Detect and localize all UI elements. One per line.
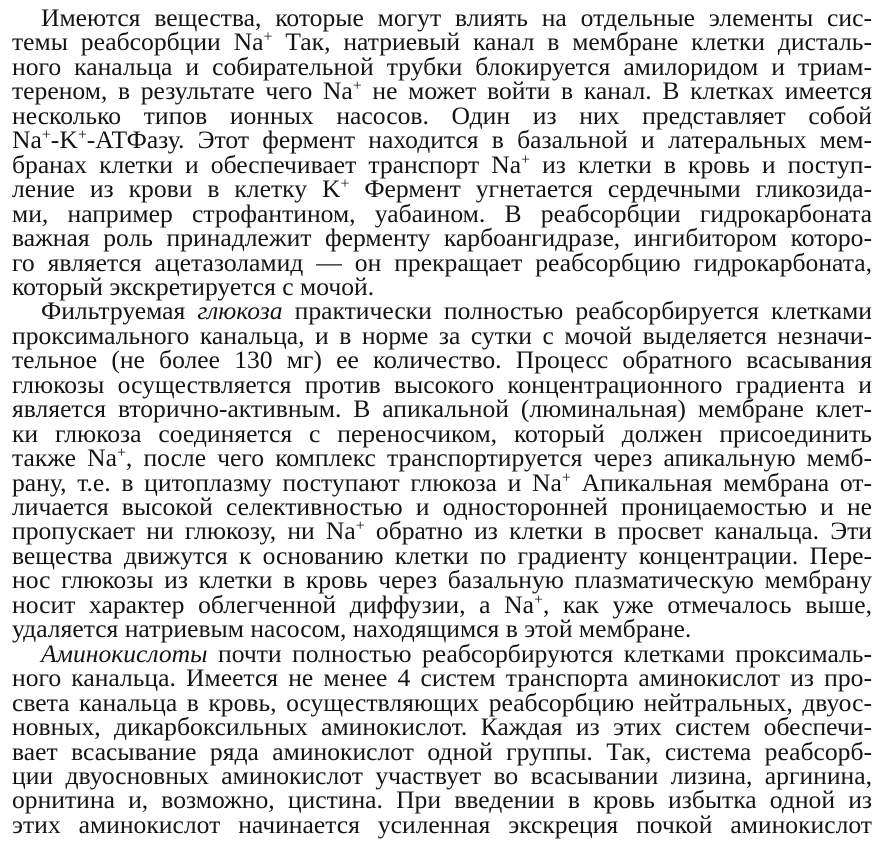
text-run: Фильтруемая — [41, 296, 198, 326]
text-run: обратно из клетки в просвет канальца. Эти — [364, 516, 872, 546]
text-run: нос глюкозы из клетки в кровь через базальную плазматическую мембрану — [12, 565, 872, 595]
superscript-charge: + — [41, 126, 51, 144]
text-run: личается высокой селективностью и односторонней проницаемостью и не — [12, 492, 872, 521]
text-run: несколько типов ионных насосов. Один из них представляет собой — [12, 100, 872, 130]
text-run: носит характер облегченной диффузии, а Na — [12, 589, 534, 619]
text-run: ции двуосновных аминокислот участвует во всасывании лизина, аргинина, — [12, 760, 872, 790]
text-line — [12, 809, 872, 839]
text-run: проксимального канальца, и в норме за сутки с мочой выделяется незначи- — [12, 320, 872, 350]
text-run: Na — [12, 125, 42, 155]
text-run: , после чего комплекс транспортируется через апикальную мемб- — [125, 443, 872, 473]
superscript-charge: + — [561, 468, 571, 486]
text-run: тельное (не более 130 мг) ее количество. Процесс обратного всасывания — [12, 345, 872, 375]
superscript-charge: + — [263, 28, 273, 46]
superscript-charge: + — [355, 517, 365, 535]
superscript-charge: + — [534, 591, 543, 609]
text-run: ки глюкоза соединяется с переносчиком, который должен присоединить — [12, 418, 872, 448]
text-run: ление из крови в клетку K — [12, 174, 341, 204]
superscript-charge: + — [340, 175, 350, 193]
italic-term: глюкоза — [197, 296, 283, 326]
text-run: почти полностью реабсорбируются клетками проксималь- — [207, 638, 872, 668]
text-run: тереном, в результате чего Na — [12, 76, 353, 106]
text-run: также Na — [12, 443, 117, 473]
text-run: орнитина и, возможно, цистина. При введении в кровь избытка одной из — [12, 785, 872, 815]
text-run: рану, т.е. в цитоплазму поступают глюкоза и Na — [12, 467, 562, 497]
text-run: света канальца в кровь, осуществляющих реабсорбцию нейтральных, двуос- — [12, 687, 872, 717]
text-run: вещества движутся к основанию клетки по градиенту концентрации. Пере- — [12, 540, 872, 570]
text-run: вает всасывание ряда аминокислот одной группы. Так, система реабсорб- — [12, 736, 872, 766]
text-run: этих аминокислот начинается усиленная экскреция почкой аминокислот — [12, 809, 872, 839]
text-run: глюкозы осуществляется против высокого концентрационного градиента и — [12, 369, 872, 399]
text-run: практически полностью реабсорбируется клетками — [282, 296, 872, 326]
text-run: важная роль принадлежит ферменту карбоангидразе, ингибитором которо- — [12, 223, 872, 253]
text-run: из клетки в кровь и поступ- — [530, 149, 872, 179]
text-run: бранах клетки и обеспечивает транспорт Na — [12, 149, 522, 179]
text-run: Апикальная мембрана от- — [570, 467, 872, 497]
text-run: не может войти в канал. В клетках имеется — [361, 76, 872, 106]
text-run: ми, например строфантином, уабаином. В реабсорбции гидрокарбоната — [12, 198, 872, 228]
text-run: темы реабсорбции Na — [12, 27, 264, 57]
superscript-charge: + — [352, 77, 362, 95]
text-run: ного канальца. Имеется не менее 4 систем транспорта аминокислот из про- — [12, 663, 872, 693]
text-run: Фермент угнетается сердечными гликозида- — [349, 174, 873, 204]
text-run: новных, дикарбоксильных аминокислот. Каждая из этих систем обеспечи- — [12, 712, 872, 742]
text-run: го является ацетазоламид — он прекращает реабсорбцию гидрокарбоната, — [12, 247, 872, 277]
text-run: Так, натриевый канал в мембране клетки дисталь- — [272, 27, 872, 57]
text-run: пропускает ни глюкозу, ни Na — [12, 516, 356, 546]
text-run: , как уже отмечалось выше, — [542, 589, 872, 619]
text-run: который экскретируется с мочой. — [12, 271, 375, 301]
superscript-charge: + — [116, 444, 126, 462]
text-run: -АТФазу. Этот фермент находится в базальной и латеральных мем- — [86, 125, 872, 155]
text-run: Имеются вещества, которые могут влиять на отдельные элементы сис- — [41, 3, 872, 32]
italic-term: Аминокислоты — [41, 638, 208, 668]
text-run: является вторично-активным. В апикальной (люминальная) мембране клет- — [12, 394, 872, 424]
superscript-charge: + — [521, 150, 531, 168]
superscript-charge: + — [77, 126, 87, 144]
text-run: удаляется натриевым насосом, находящимся в этой мембране. — [12, 614, 692, 644]
text-run: ного канальца и собирательной трубки блокируется амилоридом и триам- — [12, 51, 872, 81]
text-run: -K — [50, 125, 78, 155]
